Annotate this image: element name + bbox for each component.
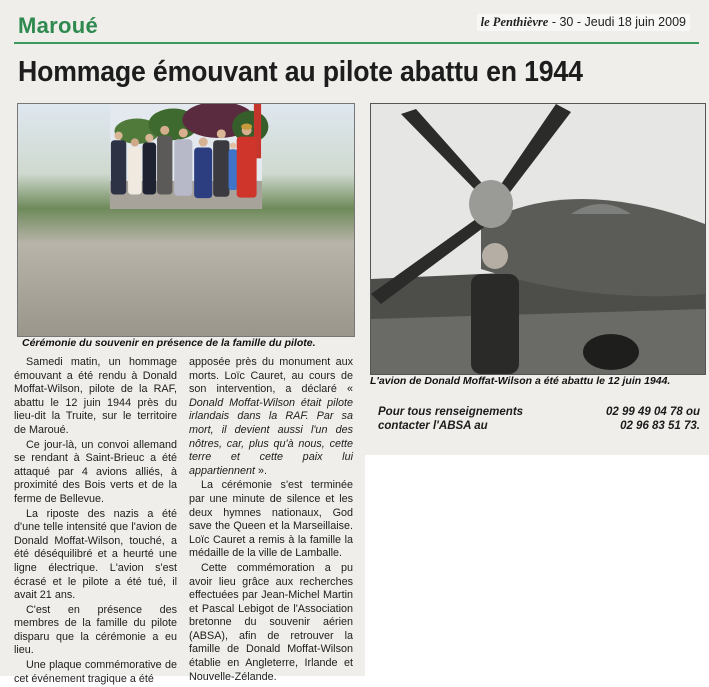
ceremony-photo	[17, 103, 355, 337]
paragraph: Une plaque commémorative de cet événement tragique a été	[14, 659, 177, 685]
paragraph: La cérémonie s'est terminée par une minute de silence et les deux hymnes nationaux, God save the Queen et la Marseillaise. Loïc Cauret a remis à la famille la médaille de la ville de Lamballe.	[189, 479, 353, 560]
article-column-1	[14, 356, 177, 687]
spitfire-photo	[370, 103, 706, 375]
paragraph	[189, 356, 353, 478]
spitfire-scene	[371, 104, 705, 374]
spitfire-photo-caption: L'avion de Donald Moffat-Wilson a été abattu le 12 juin 1944.	[370, 375, 671, 387]
page-header	[14, 10, 698, 44]
paragraph: Cette commémoration a pu avoir lieu grâce aux recherches effectuées par Jean-Michel Martin et Pascal Lebigot de l'Association bretonne du souvenir aérien (ABSA), afin de retrouver la famille de Donald Moffat-Wilson établie en Angleterre, Irlande et Nouvelle-Zélande.	[189, 561, 353, 683]
paragraph: La riposte des nazis a été d'une telle intensité que l'avion de Donald Moffat-Wilson, touché, a été déséquilibré et a heurté une ligne électrique. L'avion s'est écrasé et le pilote a été tué, il avait 21 ans.	[14, 507, 177, 602]
paragraph-continuation: apposée près du monument aux morts. Loïc Cauret, au cours de son intervention, a déclaré «	[189, 356, 353, 396]
page-number: - 30 -	[551, 15, 582, 29]
paragraph: Ce jour-là, un convoi allemand se rendant à Saint-Brieuc a été attaqué par 4 avions alliés, à proximité des Bois verts et de la ferme de Bellevue.	[14, 438, 177, 505]
contact-info	[378, 405, 700, 433]
paragraph: Samedi matin, un hommage émouvant a été rendu à Donald Moffat-Wilson, pilote de la RAF, abattu le 12 juin 1944 près du lieu-dit la Truite, sur le territoire de Maroué.	[14, 356, 177, 436]
article-headline: Hommage émouvant au pilote abattu en 1944	[18, 56, 583, 88]
quote-end: ».	[258, 464, 268, 477]
contact-row	[378, 405, 700, 419]
newspaper-info	[477, 14, 690, 31]
page-background	[365, 455, 709, 676]
contact-phone: 02 96 83 51 73.	[620, 420, 700, 432]
ceremony-photo-caption: Cérémonie du souvenir en présence de la famille du pilote.	[22, 337, 316, 349]
ceremony-scene	[18, 104, 354, 209]
contact-label: contacter l'ABSA au	[378, 420, 488, 432]
header-rule	[14, 42, 699, 44]
issue-date: Jeudi 18 juin 2009	[584, 15, 686, 29]
article-column-2	[189, 356, 353, 685]
contact-label: Pour tous renseignements	[378, 406, 524, 418]
section-title: Maroué	[18, 13, 99, 38]
contact-phone: 02 99 49 04 78 ou	[606, 406, 700, 418]
quote: Donald Moffat-Wilson était pilote irlandais dans la RAF. Par sa mort, il devient aussi l'un des nôtres, car, plus qu'à nous, cette terre et cette paix lui appartiennent	[189, 396, 353, 477]
paragraph: C'est en présence des membres de la famille du pilote disparu que la cérémonie a eu lieu.	[14, 603, 177, 657]
newspaper-name: le Penthièvre	[480, 15, 549, 29]
contact-row	[378, 419, 700, 433]
